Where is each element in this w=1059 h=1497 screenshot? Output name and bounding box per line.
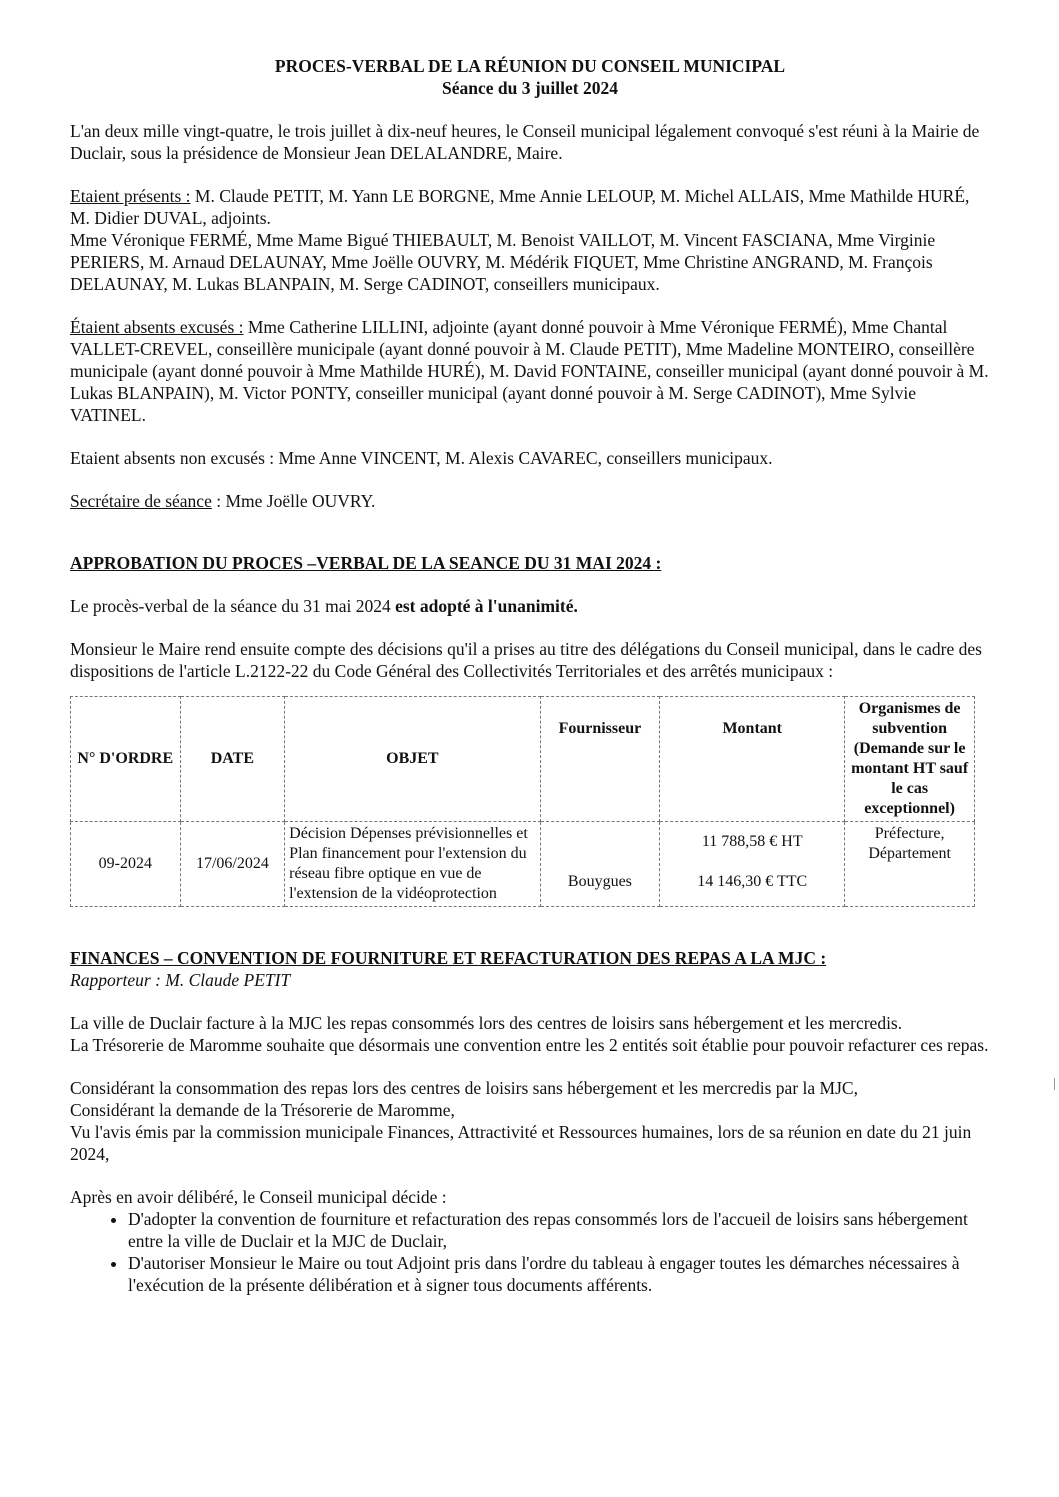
non-excuses-paragraph: Etaient absents non excusés : Mme Anne VINCENT, M. Alexis CAVAREC, conseillers municipaux. [70,448,773,468]
presents-adjoints: M. Claude PETIT, M. Yann LE BORGNE, Mme Annie LELOUP, M. Michel ALLAIS, Mme Mathilde HURÉ, M. Didier DUVAL, adjoints. [70,186,970,228]
header-fournisseur: Fournisseur [540,697,660,822]
header-montant: Montant [660,697,845,822]
table-row [71,822,975,907]
section2-heading: FINANCES – CONVENTION DE FOURNITURE ET REFACTURATION DES REPAS A LA MJC : [70,948,827,968]
considerant-2: Considérant la demande de la Trésorerie de Maromme, [70,1100,455,1120]
presents-conseillers: Mme Véronique FERMÉ, Mme Mame Bigué THIEBAULT, M. Benoist VAILLOT, M. Vincent FASCIANA, Mme Virginie PERIERS, M. Arnaud DELAUNAY, Mme Joëlle OUVRY, M. Médérik FIQUET, Mme Christine ANGRAND, M. François DELAUNAY, M. Lukas BLANPAIN, M. Serge CADINOT, conseillers municipaux. [70,230,936,294]
list-item: • D'adopter la convention de fourniture et refacturation des repas consommés lors de l'accueil de loisirs sans hébergement entre la ville de Duclair et la MJC de Duclair, [128,1208,990,1252]
presents-label: Etaient présents : [70,186,191,206]
section2-p1: La ville de Duclair facture à la MJC les repas consommés lors des centres de loisirs sans hébergement et les mercredis. [70,1013,903,1033]
approval-paragraph [70,595,990,617]
approval-bold: est adopté à l'unanimité. [395,596,578,616]
cell-date: 17/06/2024 [180,822,285,907]
secretaire-label: Secrétaire de séance [70,491,212,511]
section2-p2: La Trésorerie de Maromme souhaite que désormais une convention entre les 2 entités soit établie pour pouvoir refacturer ces repas. [70,1035,989,1055]
presents-paragraph [70,185,990,229]
excuses-text: Mme Catherine LILLINI, adjointe (ayant donné pouvoir à Mme Véronique FERMÉ), Mme Chantal VALLET-CREVEL, conseillère municipale (ayant donné pouvoir à M. Claude PETIT), Mme Madeline MONTEIRO, conseillère municipale (ayant donné pouvoir à Mme Mathilde HURÉ), M. David FONTAINE, conseiller municipal (ayant donné pouvoir à M. Lukas BLANPAIN), M. Victor PONTY, conseiller municipal (ayant donné pouvoir à M. Serge CADINOT), Mme Sylvie VATINEL. [70,317,989,425]
cell-objet: Décision Dépenses prévisionnelles et Plan financement pour l'extension du réseau fibre optique en vue de l'extension de la vidéoprotection [285,822,540,907]
vu-avis: Vu l'avis émis par la commission municipale Finances, Attractivité et Ressources humaines, lors de sa réunion en date du 21 juin 2024, [70,1122,972,1164]
document-page [70,55,990,1296]
page-edge-mark [1054,1078,1059,1090]
cell-fournisseur: Bouygues [540,822,660,907]
excuses-paragraph [70,316,990,426]
decisions-table [70,696,975,907]
secretaire-paragraph [70,490,990,512]
approval-text: Le procès-verbal de la séance du 31 mai 2024 [70,596,396,616]
header-date: DATE [180,697,285,822]
decisions-intro: Monsieur le Maire rend ensuite compte des décisions qu'il a prises au titre des délégations du Conseil municipal, dans le cadre des dispositions de l'article L.2122-22 du Code Général des Collectivités Territoriales et des arrêtés municipaux : [70,639,982,681]
section1-heading: APPROBATION DU PROCES –VERBAL DE LA SEANCE DU 31 MAI 2024 : [70,553,662,573]
decision-list [70,1208,990,1296]
cell-organismes: Préfecture, Département [845,822,975,907]
list-item: • D'autoriser Monsieur le Maire ou tout Adjoint pris dans l'ordre du tableau à engager toutes les démarches nécessaires à l'exécution de la présente délibération et à signer tous documents afférents. [128,1252,990,1296]
document-title: PROCES-VERBAL DE LA RÉUNION DU CONSEIL MUNICIPAL [274,56,786,76]
document-subtitle: Séance du 3 juillet 2024 [442,78,618,98]
intro-paragraph: L'an deux mille vingt-quatre, le trois juillet à dix-neuf heures, le Conseil municipal légalement convoqué s'est réuni à la Mairie de Duclair, sous la présidence de Monsieur Jean DELALANDRE, Maire. [70,121,980,163]
header-objet: OBJET [285,697,540,822]
header-ordre: N° D'ORDRE [71,697,181,822]
apres-deliberation: Après en avoir délibéré, le Conseil municipal décide : [70,1187,447,1207]
considerant-1: Considérant la consommation des repas lors des centres de loisirs sans hébergement et les mercredis par la MJC, [70,1078,858,1098]
secretaire-text: : Mme Joëlle OUVRY. [211,491,376,511]
table-header-row [71,697,975,822]
header-organismes: Organismes de subvention (Demande sur le montant HT sauf le cas exceptionnel) [845,697,975,822]
cell-ordre: 09-2024 [71,822,181,907]
montant-ht: 11 788,58 € HT [701,833,803,850]
montant-ttc: 14 146,30 € TTC [697,873,808,890]
excuses-label: Étaient absents excusés : [70,317,244,337]
cell-montant [660,822,845,907]
rapporteur: Rapporteur : M. Claude PETIT [70,970,291,990]
